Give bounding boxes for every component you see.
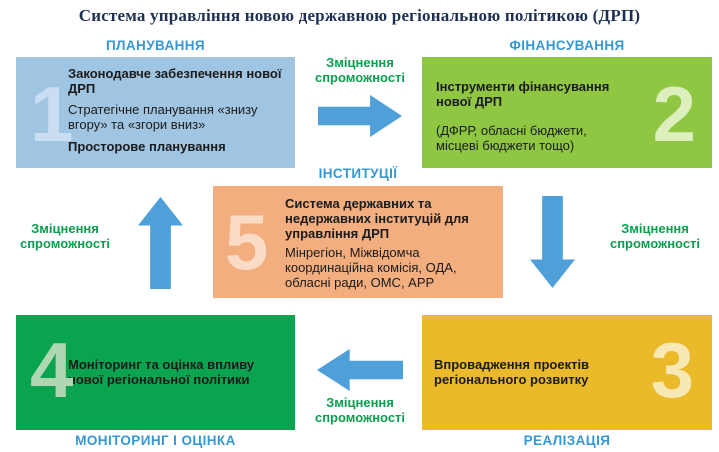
arrow-down-icon (530, 196, 575, 288)
stage-label-financing: ФІНАНСУВАННЯ (509, 38, 625, 53)
stage-number-3: 3 (650, 326, 694, 414)
stage-number-5: 5 (225, 198, 269, 286)
monitoring-heading: Моніторинг та оцінка впливу нової регіональної політики (68, 356, 255, 387)
implementation-heading: Впровадження проектів регіонального розвитку (434, 356, 590, 387)
stage-box-monitoring (16, 315, 295, 430)
stage-box-financing (422, 57, 712, 168)
stage-number-2: 2 (652, 70, 696, 158)
stage-number-4: 4 (30, 326, 74, 414)
stage-box-institutions (213, 186, 503, 298)
institutions-body: Мінрегіон, Міжвідомча координаційна комісія, ОДА, обласні ради, ОМС, АРР (285, 244, 457, 290)
arrow-left-icon (317, 349, 403, 391)
arrow-right-icon (318, 95, 402, 137)
stage-label-monitoring: МОНІТОРИНГ І ОЦІНКА (75, 433, 236, 448)
planning-body: Стратегічне планування «знизу вгору» та «згори вниз» (68, 101, 258, 132)
capacity-label-left: Зміцнення спроможності (19, 221, 111, 252)
planning-heading: Законодавче забезпечення нової ДРП (68, 66, 282, 96)
stage-label-institutions: ІНСТИТУЦІЇ (318, 166, 398, 181)
capacity-label-right: Зміцнення спроможності (609, 221, 701, 252)
financing-heading: Інструменти фінансування нової ДРП (436, 79, 610, 109)
diagram-title: Система управління новою державною регіональною політикою (ДРП) (78, 6, 641, 25)
capacity-label-top: Зміцнення спроможності (314, 55, 406, 86)
stage-label-implementation: РЕАЛІЗАЦІЯ (523, 433, 611, 448)
capacity-label-bottom: Зміцнення спроможності (314, 395, 406, 426)
institutions-heading: Система державних та недержавних інституцій для управління ДРП (285, 196, 469, 241)
arrow-up-icon (138, 197, 183, 289)
stage-box-planning (16, 57, 295, 168)
planning-footer: Просторове планування (68, 138, 226, 154)
stage-box-implementation (422, 315, 712, 430)
financing-body: (ДФРР, обласні бюджети, місцеві бюджети тощо) (436, 122, 587, 153)
stage-label-planning: ПЛАНУВАННЯ (105, 38, 206, 53)
stage-number-1: 1 (30, 70, 74, 158)
